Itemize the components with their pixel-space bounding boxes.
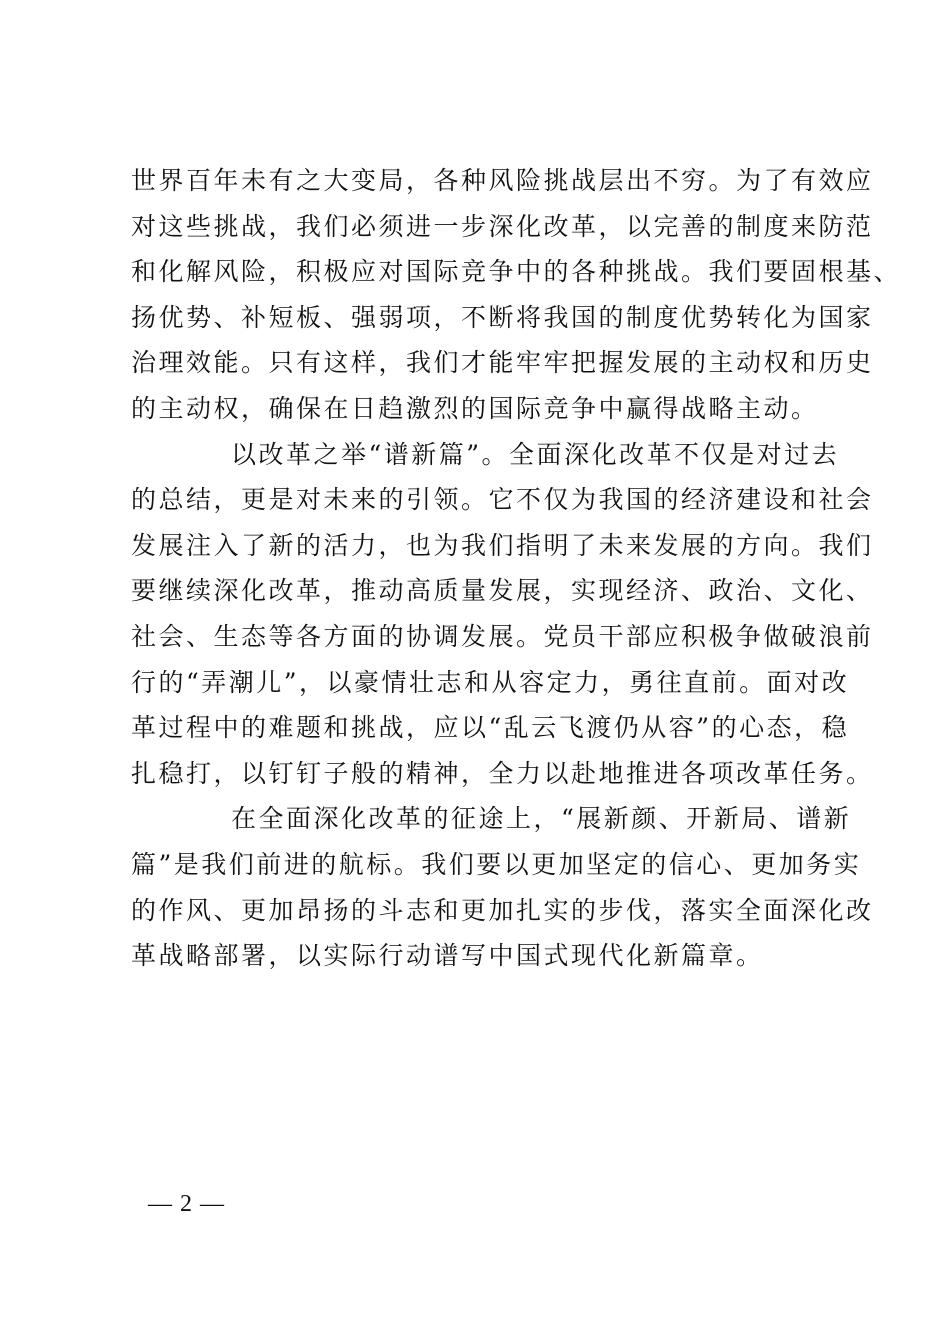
text-line: 要继续深化改革，推动高质量发展，实现经济、政治、文化、 xyxy=(131,576,874,606)
text-line: 扎稳打，以钉钉子般的精神，全力以赴地推进各项改革任务。 xyxy=(131,758,874,788)
text-line: 的总结，更是对未来的引领。它不仅为我国的经济建设和社会 xyxy=(131,485,874,515)
text-line: 革过程中的难题和挑战，应以“乱云飞渡仍从容”的心态，稳 xyxy=(131,713,850,743)
text-line: 对这些挑战，我们必须进一步深化改革，以完善的制度来防范 xyxy=(131,211,874,241)
text-line: 社会、生态等各方面的协调发展。党员干部应积极争做破浪前 xyxy=(131,621,874,651)
text-line: 革战略部署，以实际行动谱写中国式现代化新篇章。 xyxy=(131,941,764,971)
paragraph-first-line: 在全面深化改革的征途上，“展新颜、开新局、谱新 xyxy=(231,804,852,834)
text-line: 世界百年未有之大变局，各种风险挑战层出不穷。为了有效应 xyxy=(131,166,874,195)
text-line: 扬优势、补短板、强弱项，不断将我国的制度优势转化为国家 xyxy=(131,302,874,332)
page-number: — 2 — xyxy=(148,1191,225,1217)
text-line: 治理效能。只有这样，我们才能牢牢把握发展的主动权和历史 xyxy=(131,348,874,378)
paragraph-first-line: 以改革之举“谱新篇”。全面深化改革不仅是对过去 xyxy=(231,439,840,469)
text-line: 发展注入了新的活力，也为我们指明了未来发展的方向。我们 xyxy=(131,530,874,560)
text-line: 和化解风险，积极应对国际竞争中的各种挑战。我们要固根基、 xyxy=(131,257,902,287)
text-line: 行的“弄潮儿”，以豪情壮志和从容定力，勇往直前。面对改 xyxy=(131,667,850,697)
text-line: 的主动权，确保在日趋激烈的国际竞争中赢得战略主动。 xyxy=(131,393,819,423)
text-line: 篇”是我们前进的航标。我们要以更加坚定的信心、更加务实 xyxy=(131,849,862,879)
text-line: 的作风、更加昂扬的斗志和更加扎实的步伐，落实全面深化改 xyxy=(131,895,874,925)
body-text xyxy=(131,158,902,979)
